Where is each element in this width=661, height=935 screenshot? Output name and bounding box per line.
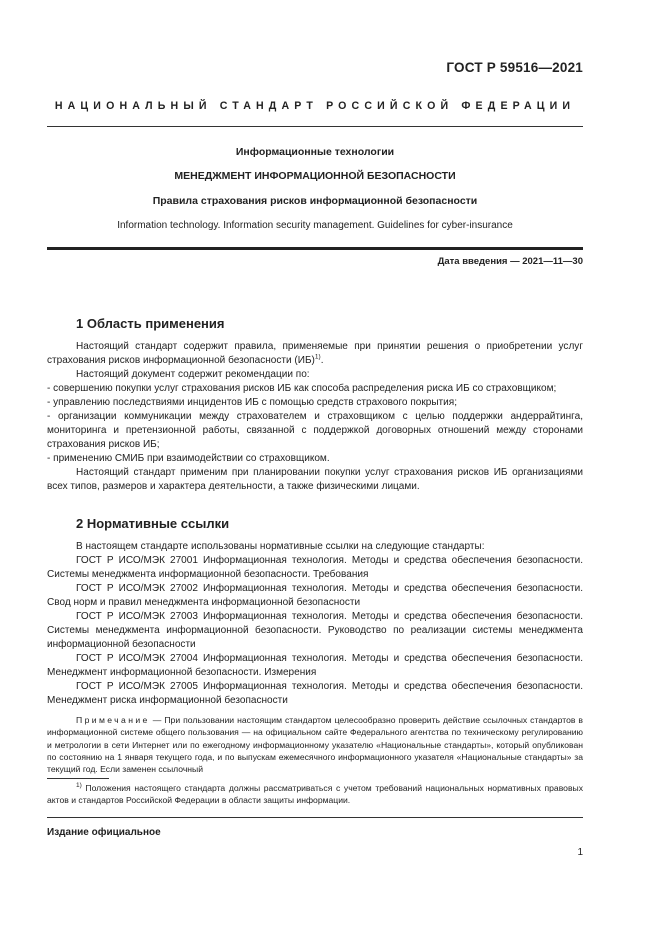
- list-item: - организации коммуникации между страхователем и страховщиком с целью поддержки андеррайтинга, мониторинга и претензионной работы, связанной с поддержкой договорных отношений между сторонами страхования рисков ИБ;: [47, 411, 583, 450]
- section-2-body: [47, 540, 583, 708]
- list-item: - применению СМИБ при взаимодействии со страховщиком.: [47, 453, 330, 464]
- normative-reference: ГОСТ Р ИСО/МЭК 27003 Информационная технология. Методы и средства обеспечения безопасности. Системы менеджмента информационной безопасности. Руководство по реализации системы менеджмента информационной безопасности: [47, 611, 583, 650]
- section-1-body: [47, 340, 583, 494]
- title-subtitle: Правила страхования рисков информационной безопасности: [152, 195, 478, 207]
- footnote-mark: 1): [76, 782, 82, 790]
- note-label: Примечание: [76, 715, 150, 725]
- title-divider: [47, 247, 583, 250]
- title-english: Information technology. Information security management. Guidelines for cyber-insurance: [117, 220, 513, 231]
- section-1-paragraph-1: Настоящий стандарт содержит правила, применяемые при принятии решения о приобретении услуг страхования рисков информационной безопасности (ИБ)$^{1)}$.: [47, 341, 583, 366]
- normative-reference: ГОСТ Р ИСО/МЭК 27005 Информационная технология. Методы и средства обеспечения безопасности. Менеджмент риска информационной безопасности: [47, 681, 583, 706]
- national-standard-banner: НАЦИОНАЛЬНЫЙ СТАНДАРТ РОССИЙСКОЙ ФЕДЕРАЦИИ: [54, 100, 576, 112]
- footnote-ref: 1): [314, 353, 321, 361]
- section-2-heading: 2 Нормативные ссылки: [76, 516, 230, 531]
- normative-reference: ГОСТ Р ИСО/МЭК 27004 Информационная технология. Методы и средства обеспечения безопасности. Менеджмент информационной безопасности. Измерения: [47, 653, 583, 678]
- footnote-divider: [47, 778, 109, 779]
- page-number: 1: [577, 847, 583, 858]
- normative-reference: ГОСТ Р ИСО/МЭК 27001 Информационная технология. Методы и средства обеспечения безопасности. Системы менеджмента информационной безопасности. Требования: [47, 555, 583, 580]
- title-category: Информационные технологии: [235, 146, 395, 158]
- title-main: МЕНЕДЖМЕНТ ИНФОРМАЦИОННОЙ БЕЗОПАСНОСТИ: [174, 170, 456, 182]
- footnote: [47, 782, 583, 807]
- top-divider: [47, 126, 583, 127]
- edition-label: Издание официальное: [47, 827, 161, 838]
- section-2-intro: В настоящем стандарте использованы нормативные ссылки на следующие стандарты:: [76, 541, 485, 552]
- footer-divider: [47, 817, 583, 818]
- note-text: — При пользовании настоящим стандартом целесообразно проверить действие ссылочных стандартов в информационной системе общего пользования — на официальном сайте Федерального агентства по техническому регулированию и метрологии в сети Интернет или по ежегодному информационному указателю «Национальные стандарты», который опубликован по состоянию на 1 января текущего года, и по выпускам ежемесячного информационного указателя «Национальные стандарты» за текущий год. Если заменен ссылочный: [47, 715, 583, 775]
- footnote-text: Положения настоящего стандарта должны рассматриваться с учетом требований национальных нормативных правовых актов и стандартов Российской Федерации в области защиты информации.: [47, 783, 583, 806]
- note-block: [47, 714, 583, 775]
- section-1-heading: 1 Область применения: [76, 316, 225, 331]
- list-item: - совершению покупки услуг страхования рисков ИБ как способа распределения риска ИБ со страховщиком;: [47, 383, 557, 394]
- section-1-paragraph-2: Настоящий документ содержит рекомендации по:: [76, 369, 310, 380]
- list-item: - управлению последствиями инцидентов ИБ с помощью средств страхового покрытия;: [47, 397, 457, 408]
- intro-date: Дата введения — 2021—11—30: [437, 256, 583, 267]
- section-1-paragraph-3: Настоящий стандарт применим при планировании покупки услуг страхования рисков ИБ организациями всех типов, размеров и характера деятельности, а также физическими лицами.: [47, 467, 583, 492]
- standard-code: ГОСТ Р 59516—2021: [446, 60, 583, 75]
- normative-reference: ГОСТ Р ИСО/МЭК 27002 Информационная технология. Методы и средства обеспечения безопасности. Свод норм и правил менеджмента информационной безопасности: [47, 583, 583, 608]
